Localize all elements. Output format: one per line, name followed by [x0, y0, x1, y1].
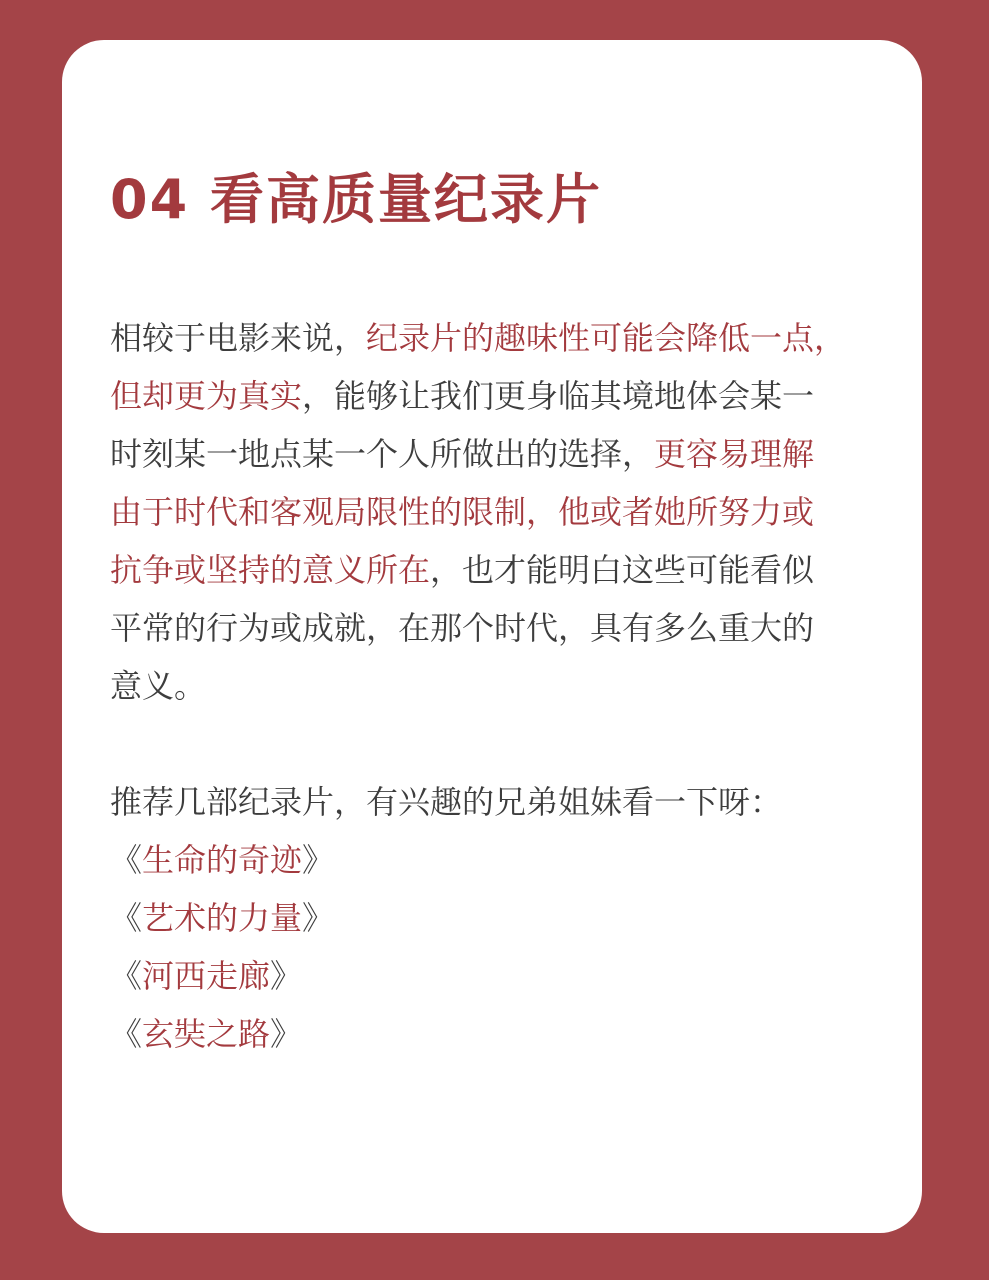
paragraph-text: 时刻某一地点某一个人所做出的选择， [110, 435, 655, 473]
bracket-close: 》 [302, 841, 335, 879]
documentary-item [110, 831, 782, 889]
paragraph-text: ，也才能明白这些可能看似 [430, 551, 815, 589]
documentary-title: 生命的奇迹 [142, 841, 303, 879]
paragraph-line: 意义。 [110, 667, 207, 705]
paragraph-line [110, 367, 870, 425]
paragraph-line: 平常的行为或成就，在那个时代，具有多么重大的 [110, 609, 815, 647]
documentary-item [110, 1005, 782, 1063]
intro-paragraph [110, 309, 870, 715]
highlight-text: 抗争或坚持的意义所在 [110, 551, 431, 589]
bracket-close: 》 [270, 957, 303, 995]
bracket-open: 《 [110, 841, 143, 879]
paragraph-line [110, 309, 870, 367]
documentary-title: 艺术的力量 [142, 899, 303, 937]
paragraph-text: 相较于电影来说， [110, 319, 367, 357]
bracket-open: 《 [110, 1015, 143, 1053]
bracket-close: 》 [270, 1015, 303, 1053]
recommendation-list [110, 773, 782, 1063]
paragraph-text: ，能够让我们更身临其境地体会某一 [302, 377, 815, 415]
highlight-text: 更容易理解 [654, 435, 815, 473]
paragraph-line: 由于时代和客观局限性的限制，他或者她所努力或 [110, 493, 815, 531]
bracket-open: 《 [110, 957, 143, 995]
documentary-title: 河西走廊 [142, 957, 271, 995]
bracket-close: 》 [302, 899, 335, 937]
highlight-text: 纪录片的趣味性可能会降低一点， [366, 319, 847, 357]
paragraph-line [110, 425, 870, 483]
highlight-text: 但却更为真实 [110, 377, 303, 415]
bracket-open: 《 [110, 899, 143, 937]
documentary-item [110, 947, 782, 1005]
documentary-item [110, 889, 782, 947]
page-title: 04 看高质量纪录片 [110, 168, 602, 231]
documentary-title: 玄奘之路 [142, 1015, 271, 1053]
recommendation-intro: 推荐几部纪录片，有兴趣的兄弟姐妹看一下呀： [110, 783, 783, 821]
paragraph-line [110, 541, 870, 599]
content-card [62, 40, 922, 1233]
